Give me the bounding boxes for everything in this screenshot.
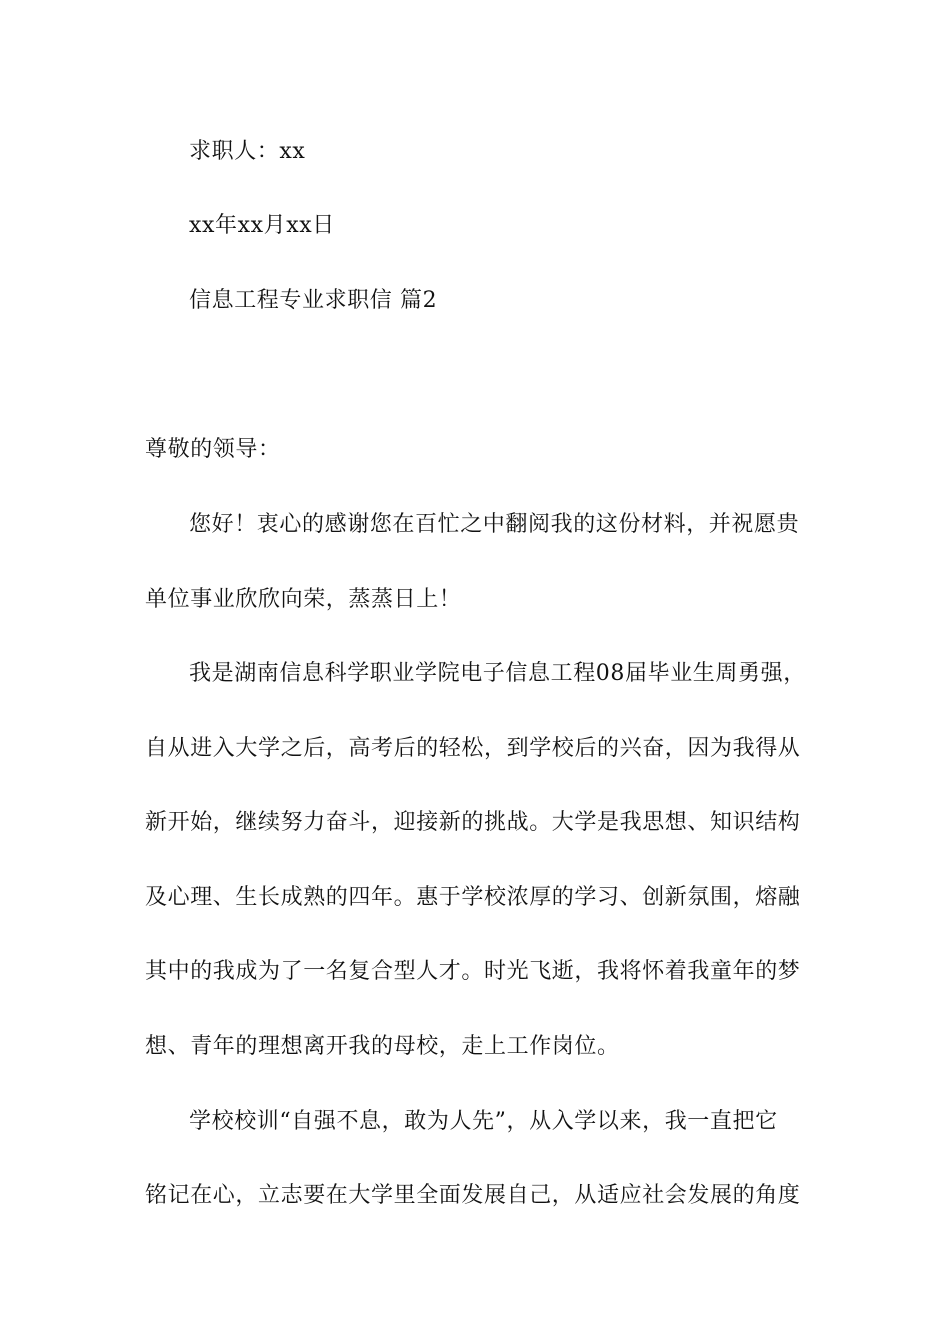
paragraph-line: 其中的我成为了一名复合型人才。时光飞逝，我将怀着我童年的梦	[145, 959, 801, 984]
date-line: xx年xx月xx日	[189, 213, 335, 238]
section-title: 信息工程专业求职信 篇2	[189, 288, 438, 313]
paragraph-line: 及心理、生长成熟的四年。惠于学校浓厚的学习、创新氛围，熔融	[145, 885, 801, 910]
applicant-line: 求职人：xx	[189, 139, 306, 164]
paragraph-line: 学校校训“自强不息，敢为人先”，从入学以来，我一直把它	[189, 1109, 778, 1134]
paragraph-line: 单位事业欣欣向荣，蒸蒸日上！	[145, 587, 462, 612]
salutation: 尊敬的领导：	[145, 437, 281, 462]
paragraph-line: 我是湖南信息科学职业学院电子信息工程08届毕业生周勇强，	[189, 661, 806, 686]
paragraph-line: 新开始，继续努力奋斗，迎接新的挑战。大学是我思想、知识结构	[145, 810, 801, 835]
paragraph-line: 自从进入大学之后，高考后的轻松，到学校后的兴奋，因为我得从	[145, 736, 801, 761]
paragraph-line: 想、青年的理想离开我的母校，走上工作岗位。	[145, 1034, 620, 1059]
paragraph-line: 铭记在心，立志要在大学里全面发展自己，从适应社会发展的角度	[145, 1183, 801, 1208]
paragraph-line: 您好！衷心的感谢您在百忙之中翻阅我的这份材料，并祝愿贵	[189, 512, 800, 537]
